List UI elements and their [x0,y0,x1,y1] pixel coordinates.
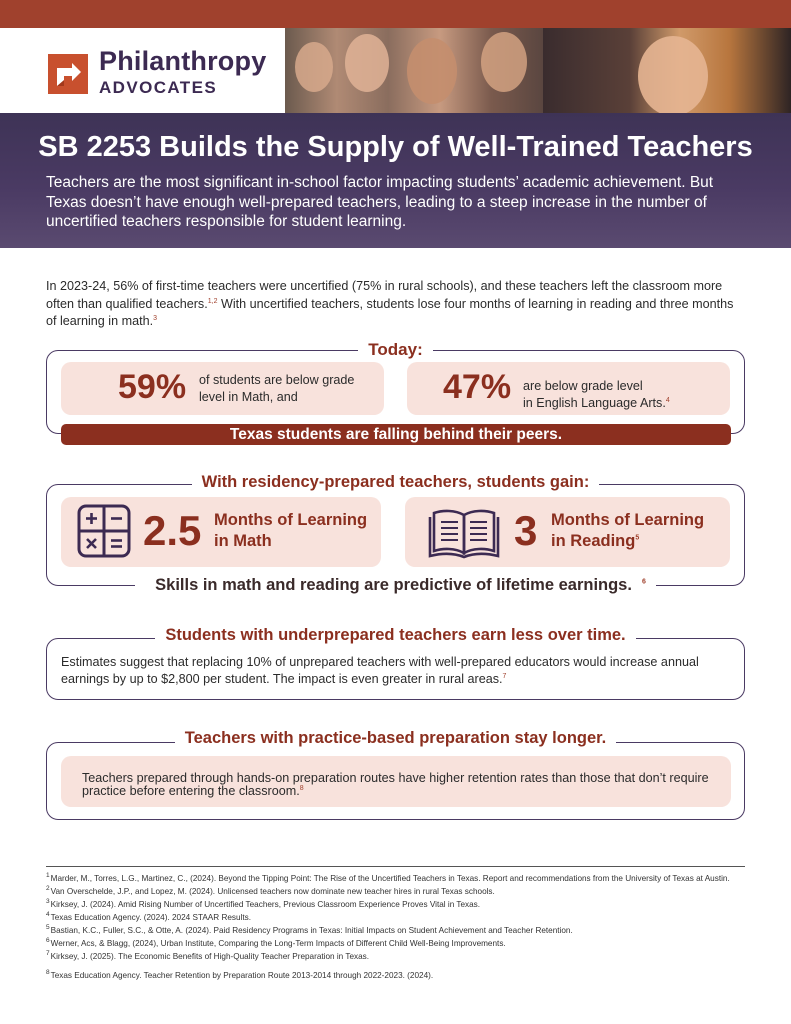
logo-name: Philanthropy [99,46,267,76]
footnote-number: 4 [46,911,50,919]
gain-value-math: 2.5 [143,507,202,554]
today-title: Today: [0,340,791,360]
footnote-item [46,938,746,949]
gains-footer: Skills in math and reading are predictive of lifetime earnings. $^6$ [0,576,791,595]
earnings-title: Students with underprepared teachers earn less over time. [0,626,791,645]
stat-text-ela: are below grade level in English Language Arts.$^4$ [523,379,670,410]
intro-text-b: With uncertified teachers, students lose four months of learning in reading and three months of learning in math. [46,296,734,328]
footnote-divider [46,866,745,867]
footnote-ref: 3 [153,314,158,322]
footnote-item [46,899,746,910]
logo [0,28,285,113]
earnings-text: Estimates suggest that replacing 10% of unprepared teachers with well-prepared educators would increase annual earnings by up to $2,800 per student. The impact is even greater in rural areas.$^7$ [61,655,699,686]
footnote-number: 7 [46,950,50,958]
retention-title: Teachers with practice-based preparation stay longer. [0,729,791,748]
header-banner [0,113,791,248]
footnote-ref: 1,2 [207,297,218,305]
retention-text: Teachers prepared through hands-on preparation routes have higher retention rates than those that don’t require practice before entering the classroom.$^8$ [82,771,709,798]
footnote-text: Bastian, K.C., Fuller, S.C., & Otte, A. (2024). Paid Residency Programs in Texas: Initial Impacts on Student Achievement and Teacher Retention. [50,926,573,935]
logo-subtitle: ADVOCATES [99,78,218,97]
footnote-text: Marder, M., Torres, L.G., Martinez, C., (2024). Beyond the Tipping Point: The Rise of the Uncertified Teachers in Texas. Report and recommendations from the University of Texas at Austin. [50,874,730,883]
gain-label-math: Months of Learning in Math [214,511,368,550]
footnote-item [46,873,746,884]
footnote-item [46,912,746,923]
footnote-number: 8 [46,969,50,977]
footnotes [46,873,746,983]
open-book-icon [428,507,500,559]
stat-value-ela: 47% [443,368,512,406]
footnote-item [46,951,746,962]
footnote-text: Kirksey, J. (2025). The Economic Benefits of High-Quality Teacher Preparation in Texas. [50,952,370,961]
footnote-number: 2 [46,885,50,893]
calculator-icon [77,504,131,558]
intro-paragraph [46,278,746,331]
intro-text-a: In 2023-24, 56% of first-time teachers were uncertified (75% in rural schools), and these teachers left the classroom more often than qualified teachers. [46,279,723,311]
stat-value-math: 59% [118,368,187,406]
footnote-item [46,886,746,897]
header-photo [285,28,791,113]
footnote-text: Kirksey, J. (2024). Amid Rising Number of Uncertified Teachers, Previous Classroom Experience Proves Vital in Texas. [50,900,481,909]
page-title: SB 2253 Builds the Supply of Well-Trained Teachers [38,131,753,163]
footnote-item [46,970,746,981]
top-accent-bar [0,0,791,28]
footnote-number: 3 [46,898,50,906]
philanthropy-advocates-logo-icon [48,54,88,94]
gain-value-reading: 3 [514,507,538,554]
footnote-text: Texas Education Agency. (2024). 2024 STAAR Results. [50,913,252,922]
footnote-text: Werner, Acs, & Blagg, (2024), Urban Institute, Comparing the Long-Term Impacts of Different Child Well-Being Improvements. [50,939,506,948]
student-reading-photo [543,28,791,113]
footnote-item [46,925,746,936]
header-lede: Teachers are the most significant in-school factor impacting students’ academic achievement. But Texas doesn’t have enough well-prepared teachers, leading to a steep increase in the number of uncertified teachers responsible for student learning. [46,174,714,230]
stat-text-math: of students are below grade level in Math, and [199,373,355,404]
students-photo [285,28,543,113]
footnote-text: Texas Education Agency. Teacher Retention by Preparation Route 2013-2014 through 2022-2023. (2024). [50,971,434,980]
falling-behind-banner: Texas students are falling behind their peers. [61,424,731,445]
gain-label-reading: Months of Learning in Reading$^5$ [551,511,705,550]
footnote-number: 5 [46,924,50,932]
footnote-number: 1 [46,872,50,880]
footnote-text: Van Overschelde, J.P., and Lopez, M. (2024). Unlicensed teachers now dominate new teacher hires in rural Texas schools. [50,887,495,896]
footnote-number: 6 [46,937,50,945]
gains-title: With residency-prepared teachers, students gain: [0,473,791,492]
